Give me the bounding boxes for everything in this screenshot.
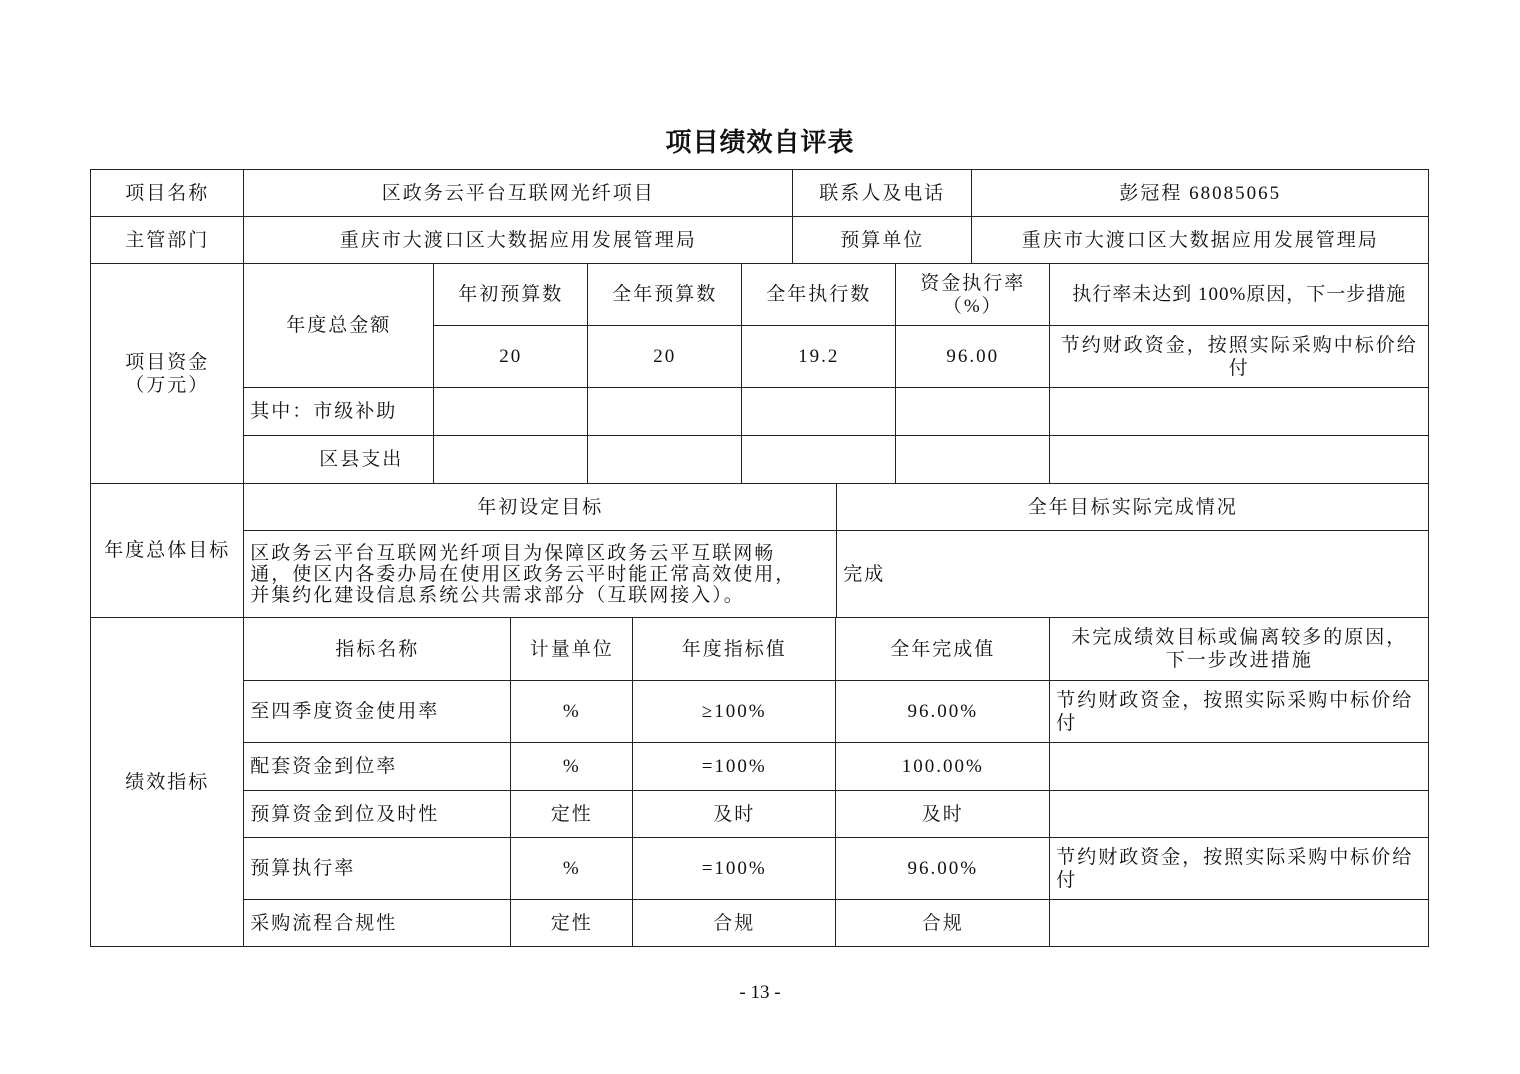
contact: 彭冠程 68085065 <box>971 169 1429 217</box>
funds-col-header: 全年预算数 <box>587 263 742 326</box>
indicator-header: 未完成绩效目标或偏离较多的原因，下一步改进措施 <box>1049 617 1429 681</box>
indicator-actual: 100.00% <box>835 742 1050 791</box>
indicator-target: 及时 <box>632 790 836 838</box>
indicator-reason <box>1049 790 1429 838</box>
funds-col-header: 执行率未达到 100%原因，下一步措施 <box>1049 263 1429 326</box>
indicator-unit: 定性 <box>510 790 633 838</box>
funds-reason: 节约财政资金，按照实际采购中标价给付 <box>1049 325 1429 388</box>
dept: 重庆市大渡口区大数据应用发展管理局 <box>243 216 793 264</box>
city-subsidy-label: 其中：市级补助 <box>243 387 434 436</box>
funds-col-header: 全年执行数 <box>741 263 896 326</box>
empty-cell <box>741 435 896 484</box>
indicator-unit: % <box>510 680 633 743</box>
goals-set-text: 区政务云平台互联网光纤项目为保障区政务云平互联网畅通，使区内各委办局在使用区政务云平时能正常高效使用，并集约化建设信息系统公共需求部分（互联网接入）。 <box>243 530 837 618</box>
budget-unit-label: 预算单位 <box>792 216 972 264</box>
empty-cell <box>895 435 1050 484</box>
goals-label: 年度总体目标 <box>90 483 244 618</box>
annual-total-label: 年度总金额 <box>243 263 434 388</box>
goals-actual-label: 全年目标实际完成情况 <box>836 483 1429 531</box>
project-name: 区政务云平台互联网光纤项目 <box>243 169 793 217</box>
empty-cell <box>895 387 1050 436</box>
indicator-reason: 节约财政资金，按照实际采购中标价给付 <box>1049 680 1429 743</box>
indicator-unit: 定性 <box>510 899 633 947</box>
funds-label: 项目资金（万元） <box>90 263 244 484</box>
empty-cell <box>741 387 896 436</box>
budget-unit: 重庆市大渡口区大数据应用发展管理局 <box>971 216 1429 264</box>
indicator-reason <box>1049 899 1429 947</box>
indicator-actual: 96.00% <box>835 837 1050 900</box>
goals-actual-text: 完成 <box>836 530 1429 618</box>
empty-cell <box>433 435 588 484</box>
indicator-reason <box>1049 742 1429 791</box>
indicator-actual: 96.00% <box>835 680 1050 743</box>
empty-cell <box>587 387 742 436</box>
indicator-name: 配套资金到位率 <box>243 742 511 791</box>
funds-value: 96.00 <box>895 325 1050 388</box>
indicator-target: =100% <box>632 837 836 900</box>
funds-value: 20 <box>433 325 588 388</box>
funds-col-header: 资金执行率（%） <box>895 263 1050 326</box>
indicator-name: 预算执行率 <box>243 837 511 900</box>
indicator-unit: % <box>510 742 633 791</box>
empty-cell <box>587 435 742 484</box>
indicators-label: 绩效指标 <box>90 617 244 947</box>
project-name-label: 项目名称 <box>90 169 244 217</box>
funds-col-header: 年初预算数 <box>433 263 588 326</box>
funds-value: 20 <box>587 325 742 388</box>
indicator-header: 全年完成值 <box>835 617 1050 681</box>
indicator-target: =100% <box>632 742 836 791</box>
document-title: 项目绩效自评表 <box>665 128 855 158</box>
indicator-actual: 及时 <box>835 790 1050 838</box>
contact-label: 联系人及电话 <box>792 169 972 217</box>
page-number: - 13 - <box>739 982 781 1003</box>
county-label: 区县支出 <box>243 435 434 484</box>
indicator-target: ≥100% <box>632 680 836 743</box>
funds-value: 19.2 <box>741 325 896 388</box>
indicator-actual: 合规 <box>835 899 1050 947</box>
empty-cell <box>433 387 588 436</box>
indicator-header: 指标名称 <box>243 617 511 681</box>
indicator-target: 合规 <box>632 899 836 947</box>
indicator-reason: 节约财政资金，按照实际采购中标价给付 <box>1049 837 1429 900</box>
indicator-name: 预算资金到位及时性 <box>243 790 511 838</box>
indicator-header: 计量单位 <box>510 617 633 681</box>
indicator-name: 采购流程合规性 <box>243 899 511 947</box>
dept-label: 主管部门 <box>90 216 244 264</box>
goals-set-label: 年初设定目标 <box>243 483 837 531</box>
indicator-header: 年度指标值 <box>632 617 836 681</box>
empty-cell <box>1049 435 1429 484</box>
empty-cell <box>1049 387 1429 436</box>
indicator-name: 至四季度资金使用率 <box>243 680 511 743</box>
indicator-unit: % <box>510 837 633 900</box>
